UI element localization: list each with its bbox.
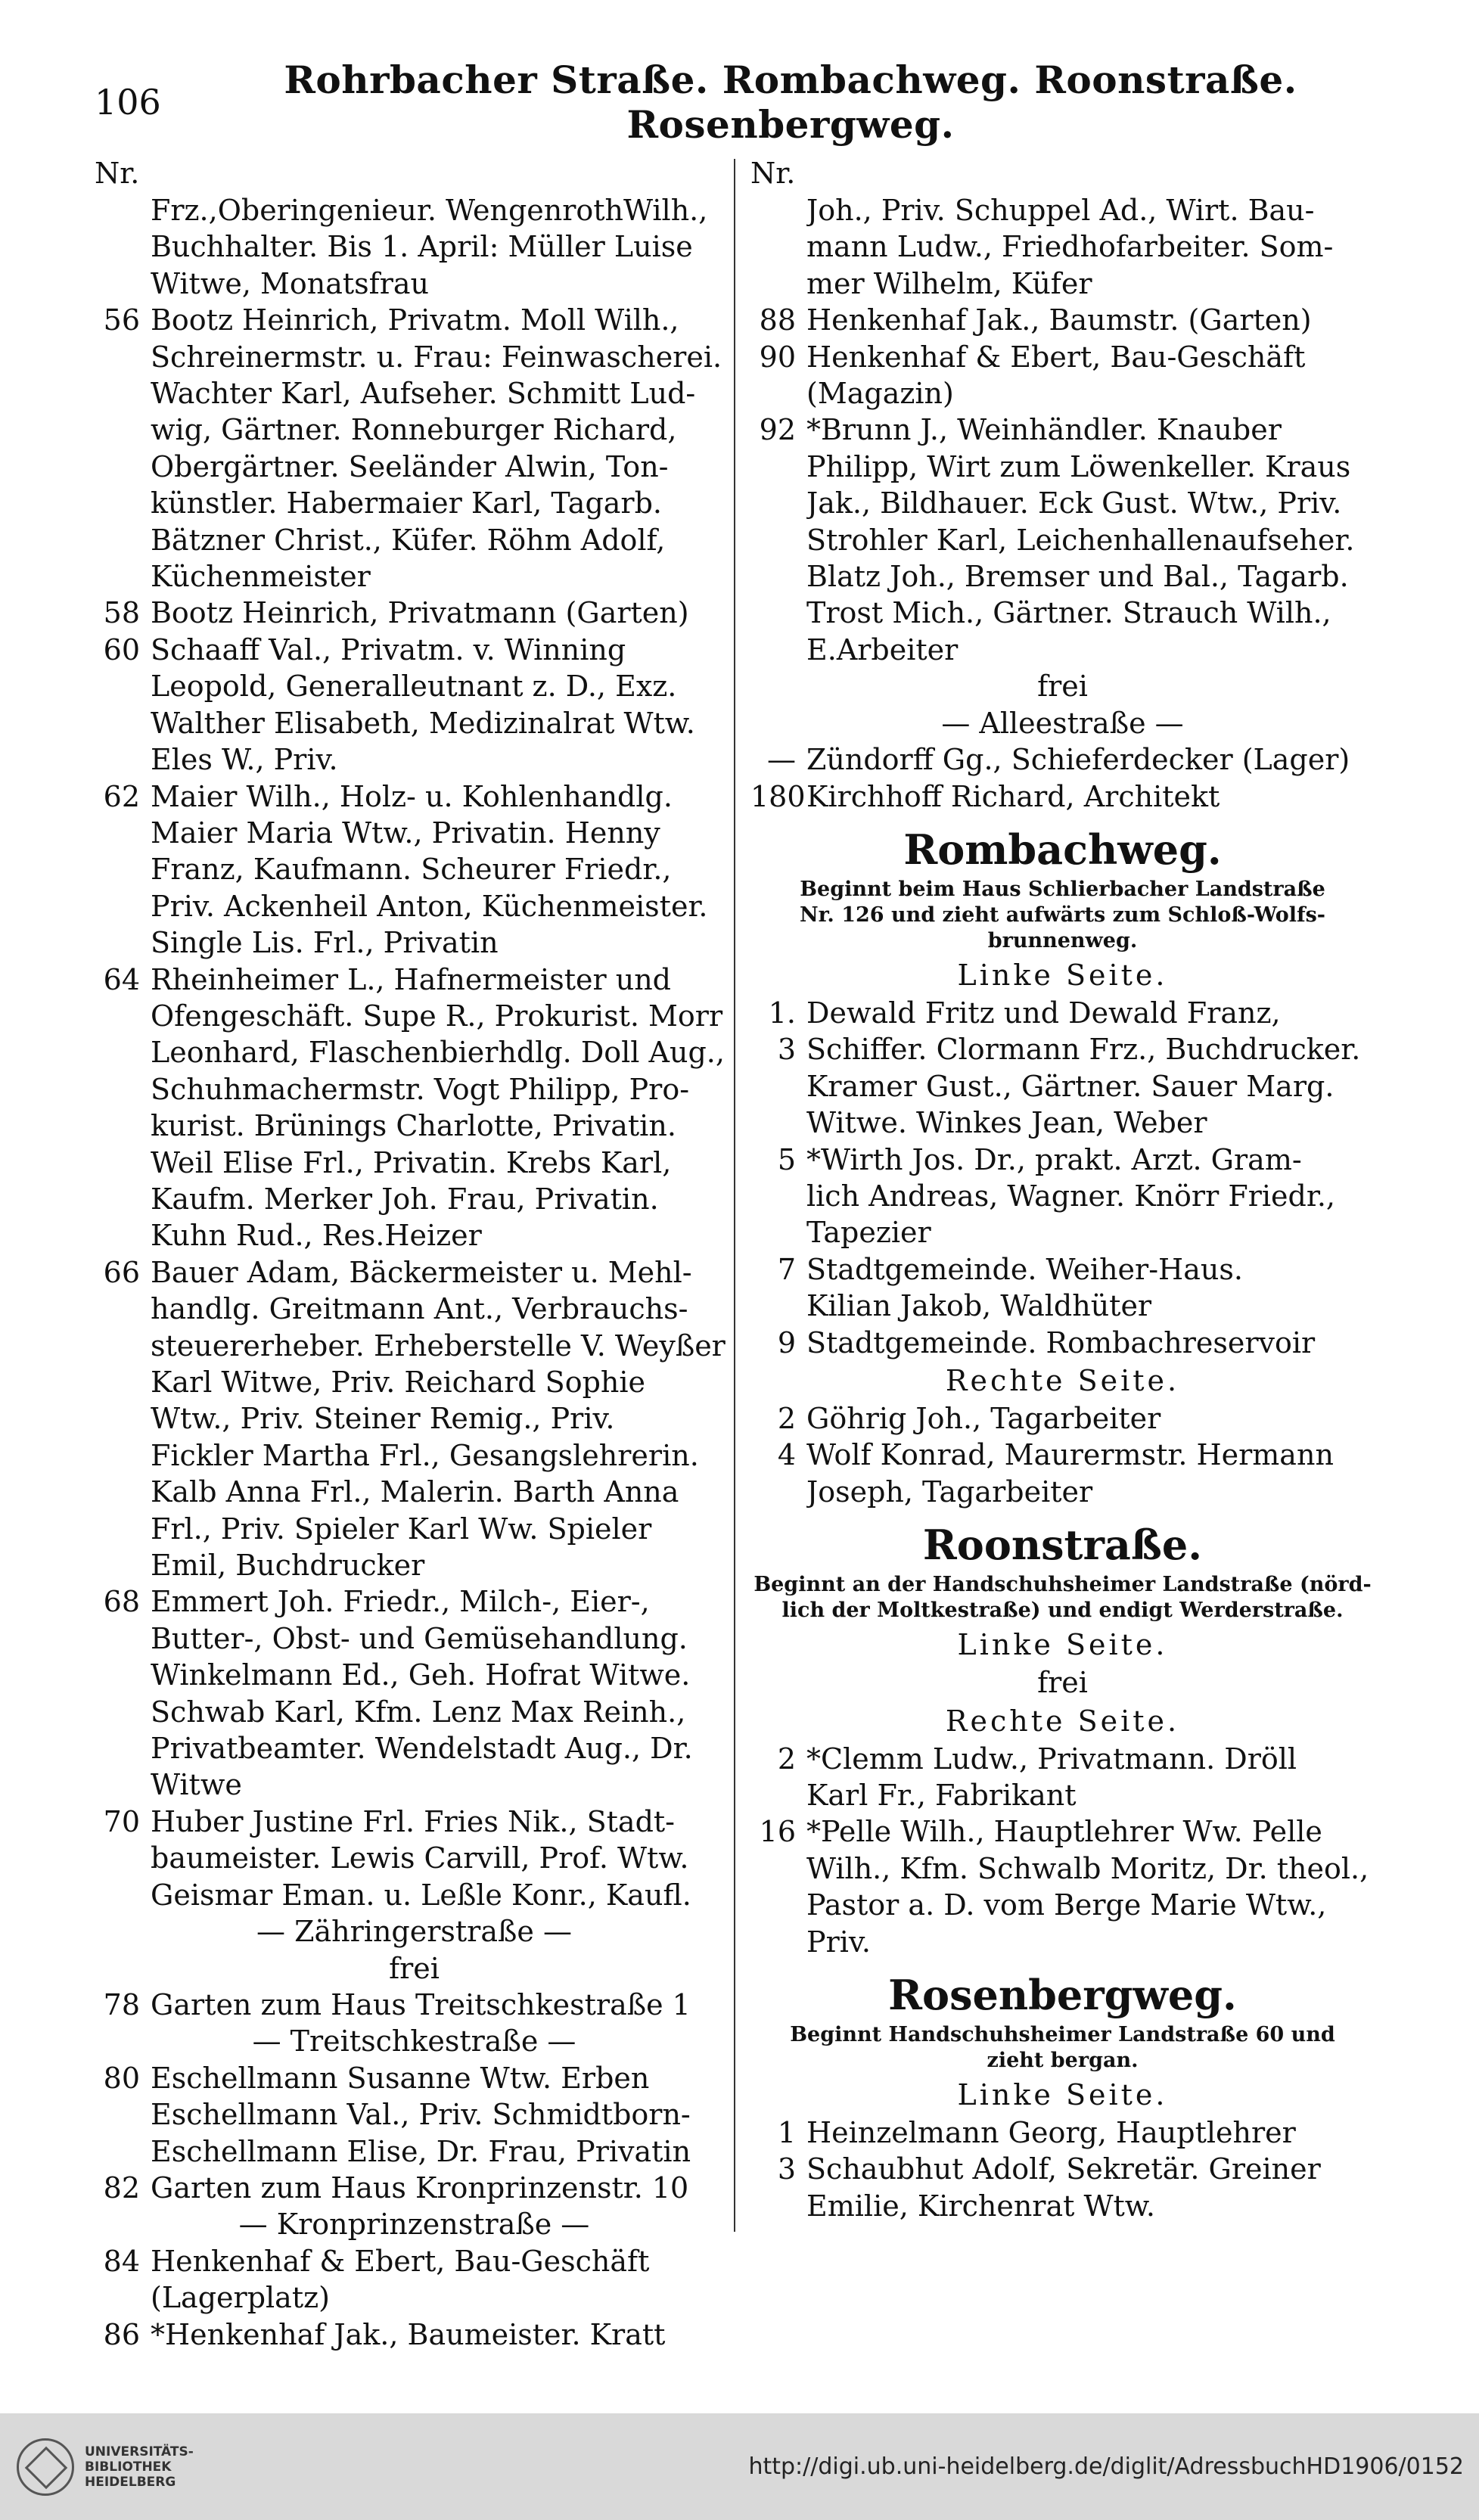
house-number: 66 [103, 1255, 140, 1289]
list-item [750, 1741, 1375, 1814]
side-heading-right: Rechte Seite. [945, 1363, 1180, 1397]
street-description: lich der Moltkestraße) und endigt Werderstraße. [781, 1599, 1344, 1623]
entry-line: Bätzner Christ., Küfer. Röhm Adolf, [151, 523, 666, 557]
page-header [95, 57, 1396, 147]
library-name: UNIVERSITÄTS- BIBLIOTHEK HEIDELBERG [85, 2444, 194, 2490]
entry-line: Garten zum Haus Kronprinzenstr. 10 [151, 2170, 689, 2205]
side-heading-left: Linke Seite. [957, 2078, 1168, 2112]
entry-line: kurist. Brünings Charlotte, Privatin. [151, 1109, 676, 1143]
page-number: 106 [95, 82, 161, 123]
list-item [750, 192, 1375, 302]
list-item [750, 412, 1375, 668]
entry-line: mer Wilhelm, Küfer [806, 266, 1092, 300]
entry-line: Witwe, Monatsfrau [151, 266, 430, 300]
list-item [750, 1251, 1375, 1325]
house-number: 1. 3 [768, 996, 796, 1067]
entry-line: Geismar Eman. u. Leßle Konr., Kaufl. [151, 1878, 691, 1912]
house-number: 1 [777, 2116, 796, 2150]
column-divider [734, 159, 735, 2232]
entry-line: Frz.,Oberingenieur. WengenrothWilh., [151, 194, 708, 227]
entry-line: Rheinheimer L., Hafnermeister und [151, 962, 671, 996]
house-number: 5 [777, 1142, 796, 1176]
entry-line: Weil Elise Frl., Privatin. Krebs Karl, [151, 1145, 672, 1179]
entry-line: wig, Gärtner. Ronneburger Richard, [151, 413, 677, 447]
list-item [750, 1400, 1375, 1437]
entry-line: Emilie, Kirchenrat Wtw. [806, 2189, 1155, 2223]
entry-line: Wtw., Priv. Steiner Remig., Priv. [151, 1402, 615, 1436]
entry-line: Bootz Heinrich, Privatm. Moll Wilh., [151, 303, 679, 337]
entry-line: Buchhalter. Bis 1. April: Müller Luise [151, 230, 693, 264]
entry-line: Schuhmachermstr. Vogt Philipp, Pro- [151, 1072, 690, 1106]
cross-street-note: — Zähringerstraße — [256, 1915, 572, 1949]
entry-line: baumeister. Lewis Carvill, Prof. Wtw. [151, 1841, 689, 1875]
street-heading: Rombachweg. [903, 825, 1222, 874]
list-item [750, 995, 1375, 1142]
entry-line: Stadtgemeinde. Weiher-Haus. [806, 1252, 1243, 1286]
entry-line: Priv. Ackenheil Anton, Küchenmeister. [151, 889, 708, 923]
entry-line: Karl Witwe, Priv. Reichard Sophie [151, 1366, 646, 1399]
entry-line: Dewald Fritz und Dewald Franz, [806, 996, 1281, 1030]
list-item [750, 2151, 1375, 2224]
house-number: 7 [777, 1252, 796, 1286]
entry-line: Winkelmann Ed., Geh. Hofrat Witwe. [151, 1658, 691, 1692]
cross-street-note: — Treitschkestraße — [252, 2024, 576, 2059]
entry-line: Göhrig Joh., Tagarbeiter [806, 1401, 1161, 1435]
entry-line: Henkenhaf & Ebert, Bau-Geschäft [151, 2244, 650, 2278]
list-item [95, 1804, 734, 1913]
running-title: Rohrbacher Straße. Rombachweg. Roonstraße. Rosenbergweg. [284, 57, 1297, 147]
house-number: 56 [103, 303, 140, 337]
entry-line: Schaaff Val., Privatm. v. Winning [151, 632, 626, 667]
entry-line: handlg. Greitmann Ant., Verbrauchs- [151, 1292, 688, 1326]
house-number: 2 [777, 1742, 796, 1776]
house-number: 86 [103, 2317, 140, 2351]
entry-line: Schwab Karl, Kfm. Lenz Max Reinh., [151, 1695, 686, 1729]
house-number: 4 [777, 1438, 796, 1472]
entry-line: Schreinermstr. u. Frau: Feinwascherei. [151, 340, 722, 374]
cross-street-note: frei [389, 1951, 440, 1985]
house-number: 84 [103, 2244, 140, 2278]
list-item [95, 778, 734, 962]
entry-line: Küchenmeister [151, 560, 371, 594]
list-item [750, 741, 1375, 778]
entry-line: *Clemm Ludw., Privatmann. Dröll [806, 1742, 1297, 1776]
house-number: 16 [759, 1815, 796, 1849]
house-number: 82 [103, 2170, 140, 2205]
entry-line: Pastor a. D. vom Berge Marie Wtw., [806, 1888, 1327, 1922]
list-item [95, 595, 734, 631]
list-item [750, 302, 1375, 338]
free-note: frei [1037, 1666, 1088, 1700]
entry-line: Strohler Karl, Leichenhallenaufseher. [806, 523, 1355, 557]
list-item [750, 2115, 1375, 2151]
entry-line: Schiffer. Clormann Frz., Buchdrucker. [806, 1033, 1361, 1067]
list-item [95, 2243, 734, 2316]
entry-line: Eschellmann Susanne Wtw. Erben [151, 2061, 650, 2095]
house-number: 60 [103, 632, 140, 667]
house-number: 180 [750, 779, 806, 813]
entry-line: Kuhn Rud., Res.Heizer [151, 1219, 482, 1253]
street-description: zieht bergan. [987, 2049, 1139, 2073]
entry-line: *Pelle Wilh., Hauptlehrer Ww. Pelle [806, 1815, 1322, 1849]
entry-line: Kalb Anna Frl., Malerin. Barth Anna [151, 1475, 679, 1509]
street-description: brunnenweg. [987, 928, 1138, 952]
entry-line: Priv. [806, 1925, 871, 1959]
left-column [95, 155, 734, 2353]
entry-line: *Brunn J., Weinhändler. Knauber [806, 413, 1282, 447]
entry-line: Bootz Heinrich, Privatmann (Garten) [151, 596, 689, 630]
entry-line: *Henkenhaf Jak., Baumeister. Kratt [151, 2317, 666, 2351]
entry-line: Fickler Martha Frl., Gesangslehrerin. [151, 1438, 699, 1472]
entry-line: Bauer Adam, Bäckermeister u. Mehl- [151, 1255, 692, 1289]
side-heading-left: Linke Seite. [957, 1628, 1168, 1662]
list-item [750, 1142, 1375, 1251]
list-item [95, 302, 734, 595]
entry-line: Garten zum Haus Treitschkestraße 1 [151, 1987, 691, 2021]
house-number: 70 [103, 1804, 140, 1838]
house-number: 80 [103, 2061, 140, 2095]
house-number: 9 [777, 1325, 796, 1359]
list-item [95, 1583, 734, 1803]
house-number: 2 [777, 1401, 796, 1435]
entry-line: Heinzelmann Georg, Hauptlehrer [806, 2116, 1296, 2150]
entry-line: Walther Elisabeth, Medizinalrat Wtw. [151, 706, 695, 740]
entry-line: Wilh., Kfm. Schwalb Moritz, Dr. theol., [806, 1851, 1369, 1885]
house-number: 3 [777, 2152, 796, 2186]
entry-line: Zündorff Gg., Schieferdecker (Lager) [806, 743, 1350, 777]
entry-line: Franz, Kaufmann. Scheurer Friedr., [151, 853, 672, 887]
entry-line: Philipp, Wirt zum Löwenkeller. Kraus [806, 449, 1351, 483]
entry-line: Kilian Jakob, Waldhüter [806, 1289, 1152, 1323]
list-item [95, 192, 734, 302]
entry-line: Eschellmann Elise, Dr. Frau, Privatin [151, 2134, 691, 2168]
list-item [750, 1325, 1375, 1361]
entry-line: Jak., Bildhauer. Eck Gust. Wtw., Priv. [806, 486, 1342, 520]
house-number: 64 [103, 962, 140, 996]
list-item [95, 1987, 734, 2023]
entry-line: Tapezier [806, 1216, 931, 1250]
entry-line: steuererheber. Erheberstelle V. Weyßer [151, 1328, 726, 1363]
entry-line: mann Ludw., Friedhofarbeiter. Som- [806, 230, 1334, 264]
entry-line: Single Lis. Frl., Privatin [151, 926, 499, 960]
nr-label: Nr. [750, 157, 796, 190]
entry-line: Kramer Gust., Gärtner. Sauer Marg. [806, 1069, 1335, 1103]
house-number: 92 [759, 413, 796, 447]
entry-line: Wolf Konrad, Maurermstr. Hermann [806, 1438, 1334, 1472]
list-item [95, 1254, 734, 1584]
entry-line: lich Andreas, Wagner. Knörr Friedr., [806, 1179, 1335, 1213]
house-number [95, 192, 151, 302]
list-item [750, 1437, 1375, 1510]
cross-street-note: frei [1037, 670, 1088, 704]
entry-line: Butter-, Obst- und Gemüsehandlung. [151, 1621, 688, 1655]
entry-line: (Lagerplatz) [151, 2281, 330, 2315]
entry-line: Frl., Priv. Spieler Karl Ww. Spieler [151, 1512, 652, 1546]
house-number: 62 [103, 779, 140, 813]
list-item [750, 1813, 1375, 1960]
entry-line: Joh., Priv. Schuppel Ad., Wirt. Bau- [806, 194, 1315, 227]
house-number: 90 [759, 340, 796, 374]
entry-line: Wachter Karl, Aufseher. Schmitt Lud- [151, 377, 696, 411]
entry-line: Kirchhoff Richard, Architekt [806, 779, 1220, 813]
entry-line: Maier Wilh., Holz- u. Kohlenhandlg. [151, 779, 673, 813]
house-number [750, 192, 806, 302]
entry-line: künstler. Habermaier Karl, Tagarb. [151, 486, 663, 520]
library-seal-icon [17, 2438, 74, 2496]
list-item [95, 2060, 734, 2170]
cross-street-note: — Kronprinzenstraße — [238, 2208, 590, 2242]
cross-street-note: — Alleestraße — [941, 706, 1184, 740]
entry-line: Trost Mich., Gärtner. Strauch Wilh., [806, 596, 1331, 630]
source-url-link[interactable]: http://digi.ub.uni-heidelberg.de/diglit/AdressbuchHD1906/0152 [748, 2453, 1464, 2480]
entry-line: Henkenhaf Jak., Baumstr. (Garten) [806, 303, 1312, 337]
entry-line: Leopold, Generalleutnant z. D., Exz. [151, 670, 677, 704]
house-number: — [767, 743, 796, 777]
right-column [750, 155, 1375, 2224]
entry-line: Leonhard, Flaschenbierhdlg. Doll Aug., [151, 1036, 725, 1070]
street-description: Beginnt beim Haus Schlierbacher Landstraße [800, 877, 1325, 901]
entry-line: (Magazin) [806, 377, 954, 411]
entry-line: Emmert Joh. Friedr., Milch-, Eier-, [151, 1585, 650, 1619]
side-heading-left: Linke Seite. [957, 958, 1168, 992]
entry-line: *Wirth Jos. Dr., prakt. Arzt. Gram- [806, 1142, 1302, 1176]
house-number: 78 [103, 1987, 140, 2021]
entry-line: Obergärtner. Seeländer Alwin, Ton- [151, 449, 669, 483]
entry-line: Eschellmann Val., Priv. Schmidtborn- [151, 2098, 691, 2132]
nr-label: Nr. [95, 157, 140, 190]
entry-line: Maier Maria Wtw., Privatin. Henny [151, 816, 660, 850]
list-item [750, 339, 1375, 412]
street-description: Nr. 126 und zieht aufwärts zum Schloß-Wolfs- [800, 903, 1325, 927]
entry-line: E.Arbeiter [806, 632, 959, 667]
street-description: Beginnt an der Handschuhsheimer Landstraße (nörd- [753, 1573, 1372, 1597]
entry-line: Emil, Buchdrucker [151, 1549, 425, 1583]
footer-bar [0, 2413, 1479, 2520]
entry-line: Joseph, Tagarbeiter [806, 1474, 1093, 1509]
list-item [95, 632, 734, 778]
entry-line: Stadtgemeinde. Rombachreservoir [806, 1325, 1316, 1359]
entry-line: Blatz Joh., Bremser und Bal., Tagarb. [806, 560, 1349, 594]
street-heading: Rosenbergweg. [888, 1971, 1237, 2020]
entry-line: Kaufm. Merker Joh. Frau, Privatin. [151, 1182, 659, 1216]
entry-line: Eles W., Priv. [151, 743, 338, 777]
house-number: 58 [103, 596, 140, 630]
entry-line: Ofengeschäft. Supe R., Prokurist. Morr [151, 999, 723, 1033]
list-item [95, 2316, 734, 2353]
entry-line: Schaubhut Adolf, Sekretär. Greiner [806, 2152, 1321, 2186]
entry-line: Karl Fr., Fabrikant [806, 1779, 1077, 1812]
entry-line: Henkenhaf & Ebert, Bau-Geschäft [806, 340, 1306, 374]
entry-line: Privatbeamter. Wendelstadt Aug., Dr. [151, 1732, 693, 1766]
entry-line: Witwe. Winkes Jean, Weber [806, 1106, 1207, 1140]
street-description: Beginnt Handschuhsheimer Landstraße 60 und [790, 2023, 1335, 2047]
house-number: 88 [759, 303, 796, 337]
side-heading-right: Rechte Seite. [945, 1704, 1180, 1738]
entry-line: Huber Justine Frl. Fries Nik., Stadt- [151, 1804, 675, 1838]
list-item [95, 2170, 734, 2206]
entry-line: Witwe [151, 1768, 242, 1802]
house-number: 68 [103, 1585, 140, 1619]
list-item [750, 778, 1375, 815]
street-heading: Roonstraße. [922, 1521, 1203, 1570]
list-item [95, 962, 734, 1254]
